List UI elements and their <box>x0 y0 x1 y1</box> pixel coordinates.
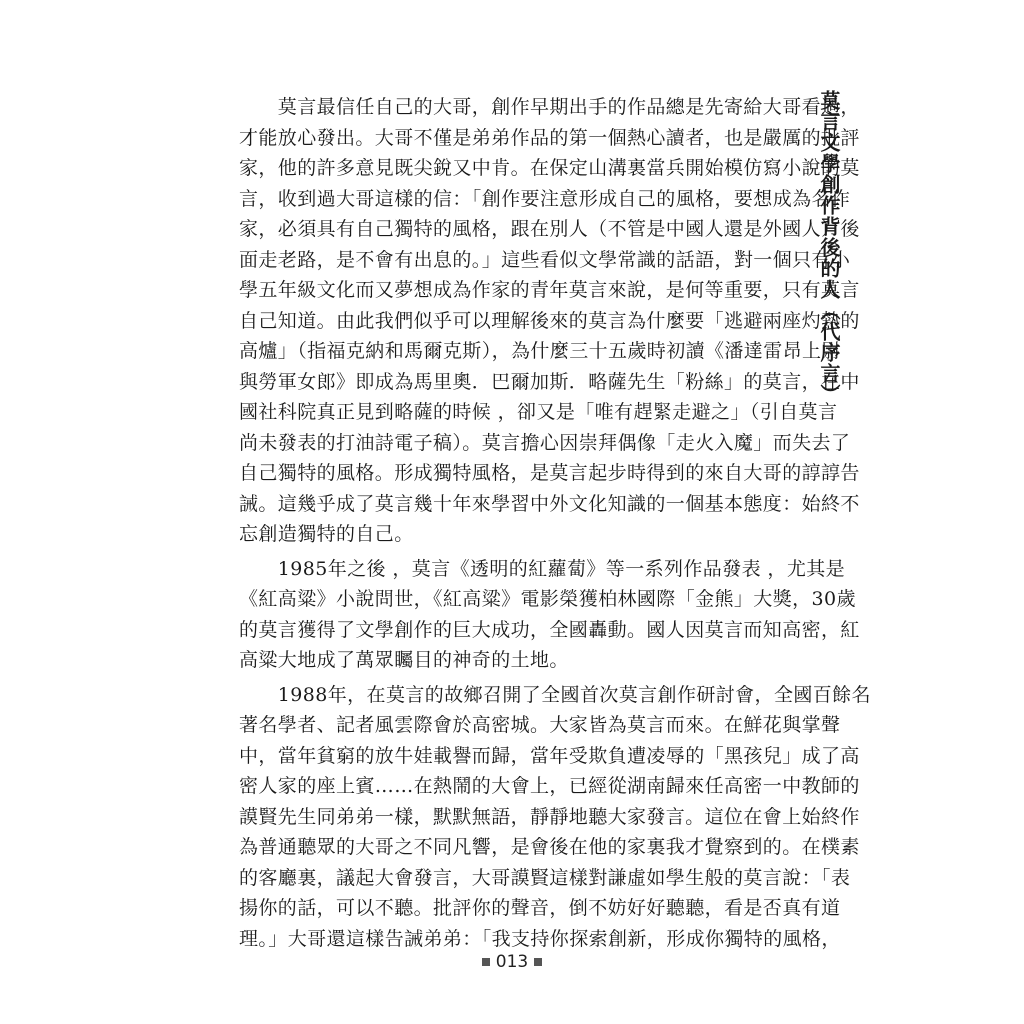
text-line: 密人家的座上賓……在熱鬧的大會上，已經從湖南歸來任高密一中教師的 <box>239 775 860 797</box>
text-line: 國社科院真正見到略薩的時候 ，卻又是「唯有趕緊走避之」（引自莫言 <box>239 401 838 423</box>
text-line: 家，他的許多意見既尖銳又中肯。在保定山溝裏當兵開始模仿寫小說的莫 <box>239 157 860 179</box>
text-line: 1985年之後 ，莫言《透明的紅蘿蔔》等一系列作品發表 ，尤其是 <box>239 557 846 580</box>
running-title: 莫言文學創作背後的人（代序言） <box>817 90 841 405</box>
page-number: 013 <box>495 952 529 972</box>
text-line: 的莫言獲得了文學創作的巨大成功，全國轟動。國人因莫言而知高密，紅 <box>239 618 860 641</box>
text-line: 中，當年貧窮的放牛娃載譽而歸，當年受欺負遭凌辱的「黑孩兒」成了高 <box>239 744 860 767</box>
text-line: 高粱大地成了萬眾矚目的神奇的土地。 <box>239 649 569 671</box>
text-line: 尚未發表的打油詩電子稿）。莫言擔心因崇拜偶像「走火入魔」而失去了 <box>239 431 851 454</box>
paragraph-2 <box>239 554 860 676</box>
text-line: 《紅高粱》小說問世，《紅高粱》電影榮獲柏林國際「金熊」大獎，30歲 <box>239 588 856 610</box>
text-line: 面走老路，是不會有出息的。」這些看似文學常識的話語，對一個只有小 <box>239 248 851 271</box>
text-line: 高爐」（指福克納和馬爾克斯），為什麼三十五歲時初讀《潘達雷昂上尉 <box>239 340 841 362</box>
text-line: 莫言最信任自己的大哥，創作早期出手的作品總是先寄給大哥看過， <box>239 96 860 118</box>
text-line: 理。」大哥還這樣告誡弟弟：「我支持你探索創新，形成你獨特的風格， <box>239 927 841 950</box>
page-footer <box>0 952 1024 972</box>
text-line: 謨賢先生同弟弟一樣，默默無語，靜靜地聽大家發言。這位在會上始終作 <box>239 805 860 828</box>
text-line: 為普通聽眾的大哥之不同凡響，是會後在他的家裏我才覺察到的。在樸素 <box>239 836 860 858</box>
text-line: 著名學者、記者風雲際會於高密城。大家皆為莫言而來。在鮮花與掌聲 <box>239 714 841 736</box>
text-line: 與勞軍女郎》即成為馬里奧．巴爾加斯．略薩先生「粉絲」的莫言，在中 <box>239 370 860 393</box>
text-line: 的客廳裏，議起大會發言，大哥謨賢這樣對謙虛如學生般的莫言說：「表 <box>239 866 851 889</box>
text-line: 言，收到過大哥這樣的信：「創作要注意形成自己的風格，要想成為名作 <box>239 187 851 210</box>
text-line: 學五年級文化而又夢想成為作家的青年莫言來說，是何等重要，只有莫言 <box>239 279 860 301</box>
text-line: 揚你的話，可以不聽。批評你的聲音，倒不妨好好聽聽，看是否真有道 <box>239 897 841 919</box>
text-line: 才能放心發出。大哥不僅是弟弟作品的第一個熱心讀者，也是嚴厲的批評 <box>239 126 860 149</box>
text-line: 1988年，在莫言的故鄉召開了全國首次莫言創作研討會，全國百餘名 <box>239 683 871 706</box>
text-line: 誡。這幾乎成了莫言幾十年來學習中外文化知識的一個基本態度：始終不 <box>239 492 860 515</box>
text-line: 自己獨特的風格。形成獨特風格，是莫言起步時得到的來自大哥的諄諄告 <box>239 462 860 484</box>
paragraph-3 <box>239 680 871 955</box>
text-line: 忘創造獨特的自己。 <box>239 523 414 545</box>
folio-square-icon <box>482 958 490 966</box>
folio-square-icon <box>534 958 542 966</box>
text-line: 家，必須具有自己獨特的風格，跟在別人（不管是中國人還是外國人）後 <box>239 218 860 240</box>
text-line: 自己知道。由此我們似乎可以理解後來的莫言為什麼要「逃避兩座灼熱的 <box>239 309 860 332</box>
